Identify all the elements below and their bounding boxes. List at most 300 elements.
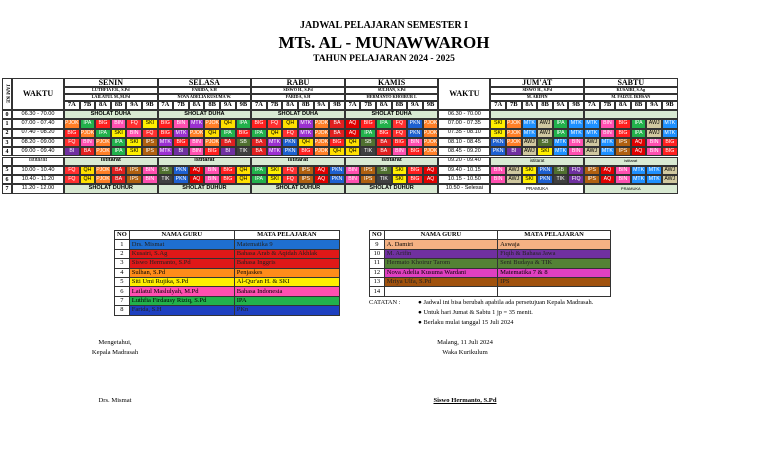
teacher-subj: Fiqih & Bahasa Jawa (498, 249, 611, 258)
subject-cell: PKN (173, 166, 189, 175)
subject-cell: SB (360, 138, 376, 147)
subject-cell: BI (173, 147, 189, 156)
subject-cell: SKI (490, 129, 506, 138)
subject-cell: MTK (584, 119, 600, 128)
subject-cell: AWJ (646, 119, 662, 128)
subject-cell: BIG (251, 119, 267, 128)
day-teacher: SISWO H., S.Pd (490, 87, 584, 94)
subject-cell: QH (345, 138, 361, 147)
subject-cell: BA (251, 147, 267, 156)
subject-cell: QH (236, 175, 252, 184)
subject-cell: IPA (360, 129, 376, 138)
subject-cell: BA (111, 166, 127, 175)
subject-cell: SKI (392, 175, 408, 184)
subject-cell: BI (220, 147, 236, 156)
subject-cell: IPA (111, 138, 127, 147)
class-header: 7B (600, 101, 616, 110)
subject-cell: IPS (360, 166, 376, 175)
subject-cell: FQ (142, 129, 158, 138)
subject-cell: AWJ (537, 129, 553, 138)
teacher-row (115, 268, 340, 277)
special-cell (584, 110, 678, 119)
waktu-cell: 08.45 - 09.20 (438, 147, 490, 156)
class-header: 7B (80, 101, 96, 110)
col-name: NAMA GURU (129, 231, 234, 240)
subject-cell: MTK (568, 129, 584, 138)
subject-cell: SKI (490, 119, 506, 128)
teacher-row (115, 240, 340, 249)
subject-cell: AWJ (584, 147, 600, 156)
class-header: 8A (376, 101, 392, 110)
waktu-cell: 10.50 - Selesai (438, 184, 490, 193)
jam-no: 2 (2, 129, 12, 138)
teacher-no: 10 (370, 249, 385, 258)
subject-cell: IPS (298, 166, 314, 175)
subject-cell: QH (298, 138, 314, 147)
special-cell: SHOLAT DUHUR (251, 184, 345, 193)
subject-cell: BIG (392, 138, 408, 147)
subject-cell: AQ (423, 166, 439, 175)
waktu-cell: istitarat (12, 157, 64, 166)
subject-cell: BA (251, 138, 267, 147)
teacher-no: 8 (115, 306, 130, 315)
waktu-cell: 09.00 - 09.40 (12, 147, 64, 156)
subject-cell: AWJ (522, 138, 538, 147)
note-item: ● Untuk hari Jumat & Sabtu 1 jp = 35 menit. (418, 309, 533, 316)
subject-cell: PJOK (506, 119, 522, 128)
subject-cell: FQ (64, 175, 80, 184)
waktu-cell: 07.00 - 07.40 (12, 119, 64, 128)
sign-right-name: Siswo Hermanto, S.Pd (433, 397, 497, 404)
subject-cell: BIN (615, 166, 631, 175)
subject-cell: MTK (662, 129, 678, 138)
subject-cell: AQ (314, 166, 330, 175)
teacher-name: Kusairi, S.Ag (129, 249, 234, 258)
subject-cell: MTK (600, 147, 616, 156)
subject-cell: IPS (584, 175, 600, 184)
subject-cell: PJOK (506, 138, 522, 147)
subject-cell: TIK (360, 147, 376, 156)
subject-cell: MTK (189, 119, 205, 128)
subject-cell: QH (345, 147, 361, 156)
subject-cell: FQ (282, 175, 298, 184)
teacher-row (115, 277, 340, 286)
day-header: SELASA (158, 78, 252, 87)
class-header: 8A (282, 101, 298, 110)
subject-cell: BIN (407, 138, 423, 147)
class-header: 7A (490, 101, 506, 110)
subject-cell: AWJ (662, 175, 678, 184)
subject-cell: BIG (236, 129, 252, 138)
subject-cell: MTK (568, 119, 584, 128)
special-cell: SHOLAT DUHUR (64, 184, 158, 193)
day-teacher: HERMANTO KHOIRUR I. (345, 94, 439, 101)
subject-cell: FQ (64, 166, 80, 175)
jam-no: 0 (2, 110, 12, 119)
subject-cell: MTK (646, 166, 662, 175)
class-header: 7B (267, 101, 283, 110)
subject-cell: BA (80, 147, 96, 156)
subject-cell: BA (111, 175, 127, 184)
class-header: 9A (126, 101, 142, 110)
waktu-cell: 07.00 - 07.35 (438, 119, 490, 128)
subject-cell: MTK (600, 138, 616, 147)
special-cell: SHOLAT DUHUR (345, 184, 439, 193)
waktu-cell: 07.35 - 08.10 (438, 129, 490, 138)
subject-cell: PKN (537, 166, 553, 175)
subject-cell: PJOK (95, 166, 111, 175)
class-header: 9A (646, 101, 662, 110)
class-header: 7A (345, 101, 361, 110)
subject-cell: MTK (158, 138, 174, 147)
subject-cell: BIN (80, 138, 96, 147)
day-teacher: M. FAIZUL IKHSAN (584, 94, 678, 101)
teacher-no: 12 (370, 268, 385, 277)
subject-cell: FIQ (568, 166, 584, 175)
subject-cell: AQ (345, 129, 361, 138)
subject-cell: PJOK (64, 119, 80, 128)
subject-cell: AQ (600, 166, 616, 175)
teacher-no: 14 (370, 287, 385, 296)
class-header: 8B (204, 101, 220, 110)
subject-cell: QH (267, 129, 283, 138)
note-item: ● Berlaku mulai tanggal 15 Juli 2024 (418, 319, 514, 326)
teacher-subj: Seni Budaya & TIK (498, 259, 611, 268)
waktu-header: WAKTU (12, 78, 64, 110)
subject-cell: BIG (329, 138, 345, 147)
subject-cell: PKN (329, 166, 345, 175)
subject-cell: BIG (95, 119, 111, 128)
teacher-row (370, 249, 611, 258)
jam-no: 1 (2, 119, 12, 128)
subject-cell: AQ (345, 119, 361, 128)
subject-cell: BIN (345, 175, 361, 184)
subject-cell: MTK (553, 138, 569, 147)
class-header: 8A (95, 101, 111, 110)
subject-cell: IPA (376, 119, 392, 128)
teacher-subj: Bahasa Inggris (234, 259, 339, 268)
class-header: 9B (236, 101, 252, 110)
waktu-cell: 09.40 - 10.15 (438, 166, 490, 175)
teacher-row (370, 268, 611, 277)
subject-cell: AWJ (584, 138, 600, 147)
class-header: 7B (360, 101, 376, 110)
subject-cell: IPS (126, 175, 142, 184)
teacher-no: 2 (115, 249, 130, 258)
subject-cell: AWJ (537, 119, 553, 128)
teacher-row (370, 259, 611, 268)
subject-cell: BIN (392, 147, 408, 156)
subject-cell: PJOK (95, 147, 111, 156)
day-teacher: FARIDA, S.H (158, 87, 252, 94)
subject-cell: SKI (267, 166, 283, 175)
subject-cell: BIG (407, 166, 423, 175)
teacher-row (115, 306, 340, 315)
subject-cell: IPA (553, 119, 569, 128)
subject-cell: PJOK (314, 129, 330, 138)
subject-cell: BIN (142, 175, 158, 184)
subject-cell: QH (329, 147, 345, 156)
subject-cell: PKN (490, 138, 506, 147)
subject-cell: BIN (568, 147, 584, 156)
subject-cell: BIN (615, 175, 631, 184)
subject-cell: BIN (646, 138, 662, 147)
teacher-no: 7 (115, 296, 130, 305)
waktu-cell: 06.30 - 70.00 (12, 110, 64, 119)
day-teacher: M. ARIFIN (490, 94, 584, 101)
class-header: 7A (64, 101, 80, 110)
subject-cell: PKN (407, 119, 423, 128)
subject-cell: FQ (282, 129, 298, 138)
notes-label: CATATAN : (369, 299, 401, 306)
teacher-subj: Aswaja (498, 240, 611, 249)
subject-cell: BIN (600, 119, 616, 128)
teacher-no: 1 (115, 240, 130, 249)
subject-cell: QH (282, 119, 298, 128)
subject-cell: IPA (220, 129, 236, 138)
subject-cell: PJOK (204, 138, 220, 147)
special-cell: SHOLAT DUHA (345, 110, 439, 119)
subject-cell: BI (64, 147, 80, 156)
teacher-row (115, 249, 340, 258)
class-header: 9B (329, 101, 345, 110)
subject-cell: MTK (173, 129, 189, 138)
class-header: 7B (506, 101, 522, 110)
day-teacher: LAILATUL M.,M.Pd (64, 94, 158, 101)
teacher-table-right (369, 230, 611, 297)
subject-cell: BIN (600, 129, 616, 138)
day-header: SENIN (64, 78, 158, 87)
subject-cell: BIN (204, 175, 220, 184)
teacher-subj: Bahasa Indonesia (234, 287, 339, 296)
subject-cell: QH (220, 119, 236, 128)
subject-cell: PJOK (95, 175, 111, 184)
school-title: MTs. AL - MUNAWWAROH (278, 33, 490, 52)
subject-cell: BIG (376, 129, 392, 138)
subject-cell: IPS (360, 175, 376, 184)
subject-cell: BIN (111, 119, 127, 128)
day-header: JUM'AT (490, 78, 584, 87)
class-header: 9B (142, 101, 158, 110)
subject-cell: PJOK (506, 129, 522, 138)
subject-cell: QH (236, 166, 252, 175)
subject-cell: MTK (522, 129, 538, 138)
subject-cell: MTK (522, 119, 538, 128)
subject-cell: IPS (298, 175, 314, 184)
subject-cell: PKN (329, 175, 345, 184)
day-header: RABU (251, 78, 345, 87)
subject-cell: PJOK (189, 129, 205, 138)
teacher-name (384, 287, 497, 296)
subject-cell: BIG (407, 175, 423, 184)
waktu-cell: 11.20 - 12.00 (12, 184, 64, 193)
subject-cell: MTK (298, 119, 314, 128)
teacher-name: Hermato Khoirur Tarom (384, 259, 497, 268)
subject-cell: MTK (646, 175, 662, 184)
waktu-cell: 07.40 - 08.20 (12, 129, 64, 138)
waktu-header: WAKTU (438, 78, 490, 110)
col-subject: MATA PELAJARAN (498, 231, 611, 240)
subject-cell: TIK (158, 175, 174, 184)
special-cell: istitarat (158, 157, 252, 166)
subject-cell: AQ (631, 147, 647, 156)
subject-cell: BIG (158, 129, 174, 138)
subject-cell: PJOK (95, 138, 111, 147)
class-header: 9A (407, 101, 423, 110)
subject-cell: QH (204, 129, 220, 138)
subject-cell: BIN (173, 119, 189, 128)
day-teacher: SISWO H., S.Pd (251, 87, 345, 94)
subject-cell: BA (220, 138, 236, 147)
special-cell: SHOLAT DUHA (158, 110, 252, 119)
subject-cell: BI (506, 147, 522, 156)
subject-cell: PJOK (423, 138, 439, 147)
special-cell: istitarat (490, 157, 584, 166)
subject-cell: BIG (360, 119, 376, 128)
teacher-name: Mriya Ulfa, S.Pd (384, 277, 497, 286)
subject-cell: FQ (282, 166, 298, 175)
jam-no: 5 (2, 166, 12, 175)
teacher-row (370, 240, 611, 249)
subject-cell: SKI (267, 175, 283, 184)
subject-cell: BA (329, 129, 345, 138)
subject-cell: FQ (126, 119, 142, 128)
sign-left-name: Drs. Mismat (98, 397, 132, 404)
teacher-row (115, 296, 340, 305)
subject-cell: IPS (142, 147, 158, 156)
subject-cell: PJOK (314, 138, 330, 147)
subject-cell: BIN (204, 166, 220, 175)
teacher-subj: Al-Qur'an H. & SKI (234, 277, 339, 286)
subject-cell: AQ (600, 175, 616, 184)
subject-cell: AQ (189, 175, 205, 184)
special-cell (490, 110, 584, 119)
subject-cell: TIK (553, 175, 569, 184)
subject-cell: BIN (345, 166, 361, 175)
teacher-subj: Bahasa Arab & Aqidah Akhlak (234, 249, 339, 258)
subject-cell: PKN (173, 175, 189, 184)
subject-cell: BIN (490, 175, 506, 184)
subject-cell: BIG (220, 166, 236, 175)
day-header: KAMIS (345, 78, 439, 87)
subject-cell: BIG (615, 129, 631, 138)
day-teacher: KUSAIRI, S.Ag (584, 87, 678, 94)
day-teacher: NOVA ADELIA KUSUMA W. (158, 94, 252, 101)
subject-cell: AWJ (522, 147, 538, 156)
waktu-cell: 08.10 - 08.45 (438, 138, 490, 147)
teacher-name: Lailatul Maslulyah, M.Pd (129, 287, 234, 296)
subject-cell: MTK (298, 129, 314, 138)
subject-cell: FQ (392, 129, 408, 138)
subject-cell: BIG (298, 147, 314, 156)
class-header: 8B (631, 101, 647, 110)
subject-cell: MTK (662, 119, 678, 128)
subject-cell: IPA (631, 129, 647, 138)
jam-no: 6 (2, 175, 12, 184)
special-cell: SHOLAT DUHUR (158, 184, 252, 193)
subject-cell: BIN (189, 147, 205, 156)
jam-no: 7 (2, 184, 12, 193)
special-cell: SHOLAT DUHA (251, 110, 345, 119)
teacher-name: Nova Adelia Kusuma Wardani (384, 268, 497, 277)
special-cell: SHOLAT DUHA (64, 110, 158, 119)
class-header: 8B (298, 101, 314, 110)
subject-cell: BIG (64, 129, 80, 138)
subject-cell: BIN (189, 138, 205, 147)
subject-cell: MTK (631, 175, 647, 184)
teacher-row (115, 287, 340, 296)
subject-cell: PKN (407, 129, 423, 138)
subject-cell: BA (376, 138, 392, 147)
subject-cell: TIK (376, 175, 392, 184)
subject-cell: BIN (568, 138, 584, 147)
subject-cell: MTK (267, 138, 283, 147)
subject-cell: SKI (126, 147, 142, 156)
subject-cell: BIG (662, 147, 678, 156)
teacher-name: Siswo Hermanto, S.Pd (129, 259, 234, 268)
teacher-name: A. Damiri (384, 240, 497, 249)
class-header: 9A (314, 101, 330, 110)
class-header: 9B (662, 101, 678, 110)
subject-cell: MTK (584, 129, 600, 138)
subject-cell: BIN (126, 129, 142, 138)
class-header: 7B (173, 101, 189, 110)
subject-cell: AWJ (662, 166, 678, 175)
subject-cell: FQ (392, 119, 408, 128)
special-cell: istitarat (584, 157, 678, 166)
teacher-row (370, 277, 611, 286)
subject-cell: PJOK (204, 119, 220, 128)
subject-cell: PKN (537, 175, 553, 184)
subject-cell: IPA (251, 129, 267, 138)
teacher-name: M. Arifin (384, 249, 497, 258)
teacher-subj: Matematika 7 & 8 (498, 268, 611, 277)
subject-cell: IPA (631, 119, 647, 128)
class-header: 9B (568, 101, 584, 110)
class-header: 8B (111, 101, 127, 110)
teacher-name: Drs. Mismat (129, 240, 234, 249)
subject-cell: AQ (314, 175, 330, 184)
waktu-cell: 10.15 - 10.50 (438, 175, 490, 184)
subject-cell: AWJ (506, 166, 522, 175)
subject-cell: PJOK (423, 129, 439, 138)
teacher-subj: IPA (234, 296, 339, 305)
subject-cell: IPA (553, 129, 569, 138)
subject-cell: BA (376, 147, 392, 156)
subject-cell: BIG (204, 147, 220, 156)
subject-cell: IPA (251, 175, 267, 184)
subject-cell: IPS (584, 166, 600, 175)
header-line1: JADWAL PELAJARAN SEMESTER I (299, 20, 469, 31)
teacher-row (115, 259, 340, 268)
waktu-cell: 09.20 - 09.40 (438, 157, 490, 166)
subject-cell: PJOK (314, 119, 330, 128)
teacher-no: 5 (115, 277, 130, 286)
teacher-subj: IPS (498, 277, 611, 286)
subject-cell: BIG (662, 138, 678, 147)
subject-cell: SB (236, 138, 252, 147)
subject-cell: IPA (95, 129, 111, 138)
subject-cell: BIN (142, 166, 158, 175)
subject-cell: BIG (220, 175, 236, 184)
subject-cell: SKI (126, 138, 142, 147)
sign-right-line2: Waka Kurikulum (442, 349, 488, 356)
special-cell: PRAMUKA (490, 184, 584, 193)
teacher-no: 6 (115, 287, 130, 296)
day-teacher: FARIDA, S.H (251, 94, 345, 101)
academic-year: TAHUN PELAJARAN 2024 - 2025 (313, 54, 455, 64)
waktu-cell: 06.30 - 70.00 (438, 110, 490, 119)
